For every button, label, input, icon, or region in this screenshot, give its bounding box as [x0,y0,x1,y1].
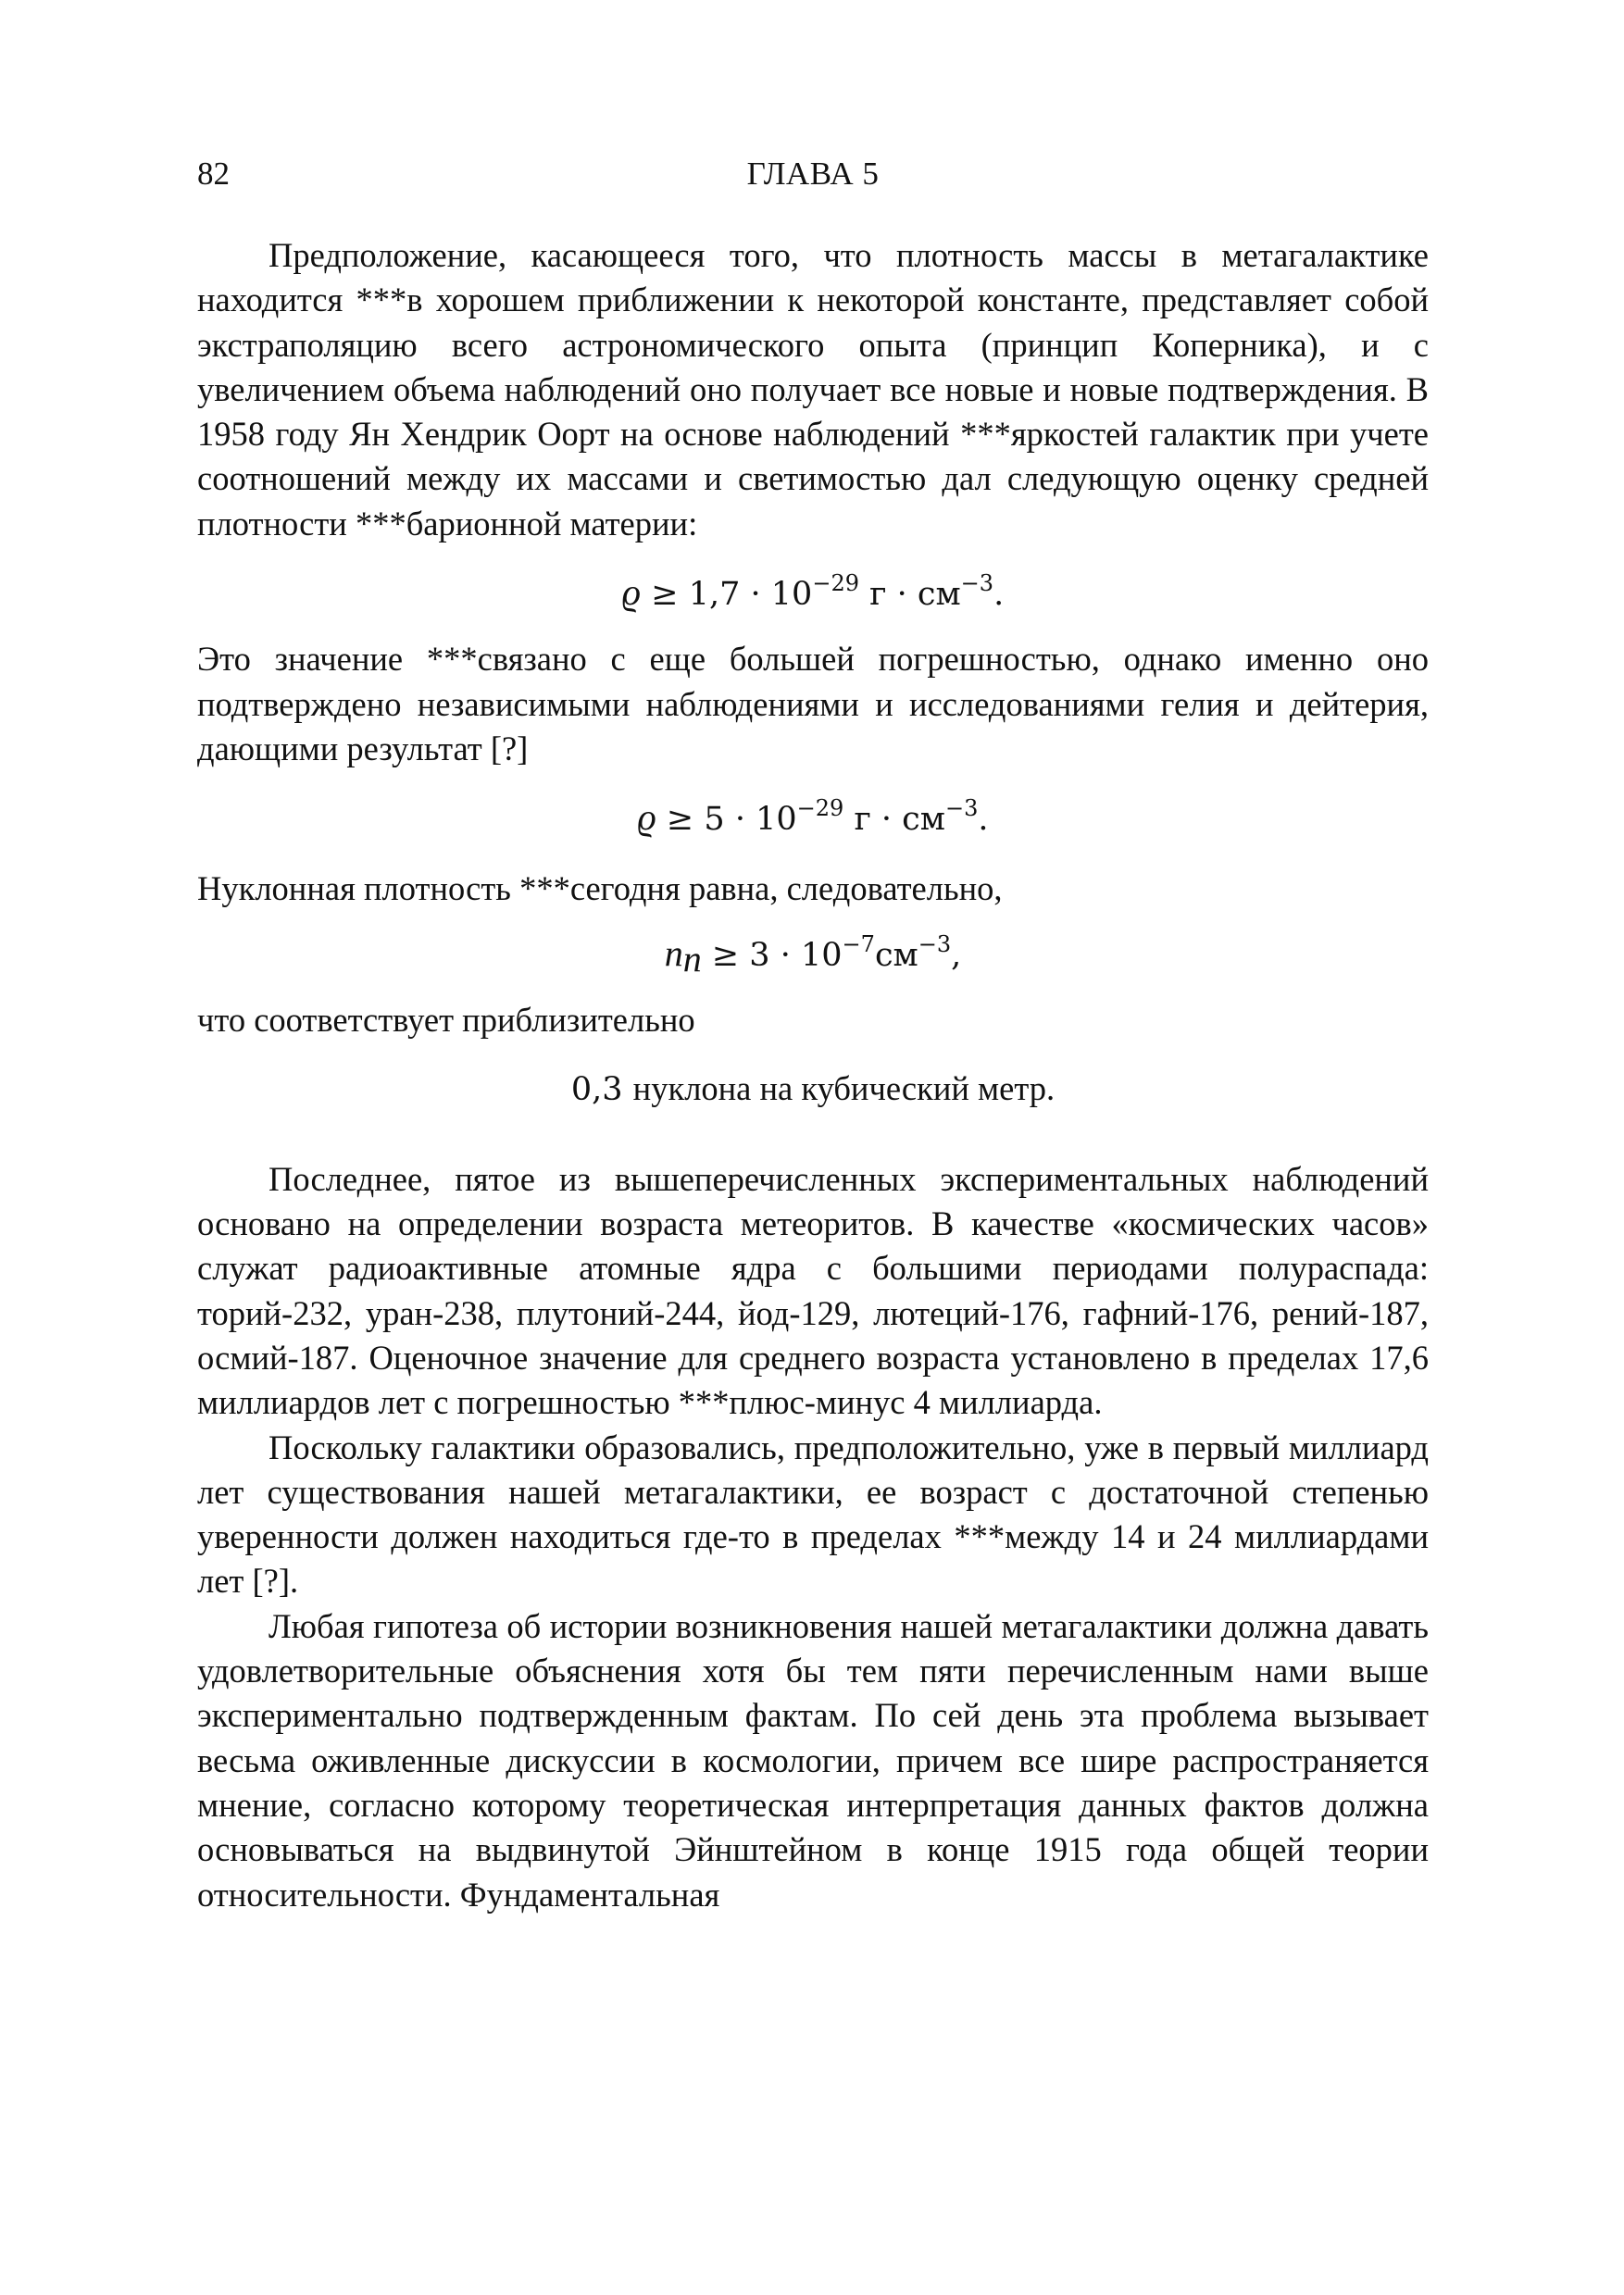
paragraph-value-error: Это значение ***связано с еще большей погрешностью, однако именно оно подтверждено независимыми наблюдениями и исследованиями гелия и дейтерия, дающими результат [?] [197,640,1429,767]
formula-punctuation: . [978,801,989,839]
formula-relation: ≥ [711,936,740,974]
formula-density-helium [197,795,1429,842]
formula-unit-exponent: −3 [960,570,994,597]
formula-coefficient: 5 [704,801,725,839]
page-number: 82 [197,156,230,192]
formula-punctuation: , [951,936,962,974]
formula-var: n [664,931,683,974]
paragraph-galaxy-age: Поскольку галактики образовались, предположительно, уже в первый миллиард лет существования нашей метагалактики, ее возраст с достаточной степенью уверенности должен находиться где-то в пределах ***между 14 и 24 миллиардами лет [?]. [197,1428,1429,1601]
formula-nucleons-per-cubic-meter [197,1066,1429,1112]
formula-dot: · [750,576,761,614]
formula-subscript: n [682,937,702,979]
formula-base: 10 [770,576,813,614]
paragraph-hypothesis: Любая гипотеза об истории возникновения нашей метагалактики должна давать удовлетворительные объяснения хотя бы тем пяти перечисленным нами выше экспериментально подтвержденным фактам. По сей день эта проблема вызывает весьма оживленные дискуссии в космологии, причем все шире распространяется мнение, согласно которому теоретическая интерпретация данных фактов должна основываться на выдвинутой Эйнштейном в конце 1915 года общей теории относительности. Фундаментальная [197,1606,1429,1914]
formula-var: ϱ [621,571,642,614]
formula-relation: ≥ [666,801,694,839]
formula-exponent: −7 [842,930,875,957]
formula-exponent: −29 [812,570,859,597]
paragraph-meteorite-age: Последнее, пятое из вышеперечисленных экспериментальных наблюдений основано на определении возраста метеоритов. В качестве «космических часов» служат радиоактивные атомные ядра с большими периодами полураспада: торий-232, уран-238, плутоний-244, йод-129, лютеций-176, гафний-176, рений-187, осмий-187. Оценочное значение для среднего возраста установлено в пределах 17,6 миллиардов лет с погрешностью ***плюс-минус 4 миллиарда. [197,1159,1429,1422]
formula-coefficient: 3 [749,936,770,974]
formula-nucleon-density [197,931,1429,978]
formula-unit: г · см [854,801,945,839]
formula-density-oort [197,570,1429,617]
formula-dot: · [780,936,791,974]
formula-text: нуклона на кубический метр. [632,1069,1056,1108]
body-text [197,233,1429,1917]
paragraph-corresponds: что соответствует приблизительно [197,1001,695,1040]
formula-unit-exponent: −3 [918,930,952,957]
formula-var: ϱ [637,796,656,839]
formula-base: 10 [756,801,797,839]
formula-relation: ≥ [651,576,679,614]
page-header [197,156,1429,196]
paragraph-mass-density: Предположение, касающееся того, что плотность массы в метагалактике находится ***в хорошем приближении к некоторой константе, представляет собой экстраполяцию всего астрономического опыта (принцип Коперника), и с увеличением объема наблюдений оно получает все новые и новые подтверждения. В 1958 году Ян Хендрик Оорт на основе наблюдений ***яркостей галактик при учете соотношений между их массами и светимостью дал следующую оценку средней плотности ***барионной материи: [197,236,1429,543]
running-head-chapter-title: ГЛАВА 5 [746,156,880,192]
formula-coefficient: 1,7 [688,576,741,614]
formula-exponent: −29 [796,795,844,822]
formula-punctuation: . [993,576,1005,614]
formula-unit-exponent: −3 [944,795,979,822]
formula-dot: · [734,801,745,839]
formula-unit: г · см [869,576,961,614]
formula-base: 10 [801,936,843,974]
formula-unit: см [874,936,918,974]
formula-value: 0,3 [570,1071,623,1109]
paragraph-nucleon-density: Нуклонная плотность ***сегодня равна, следовательно, [197,868,1003,907]
